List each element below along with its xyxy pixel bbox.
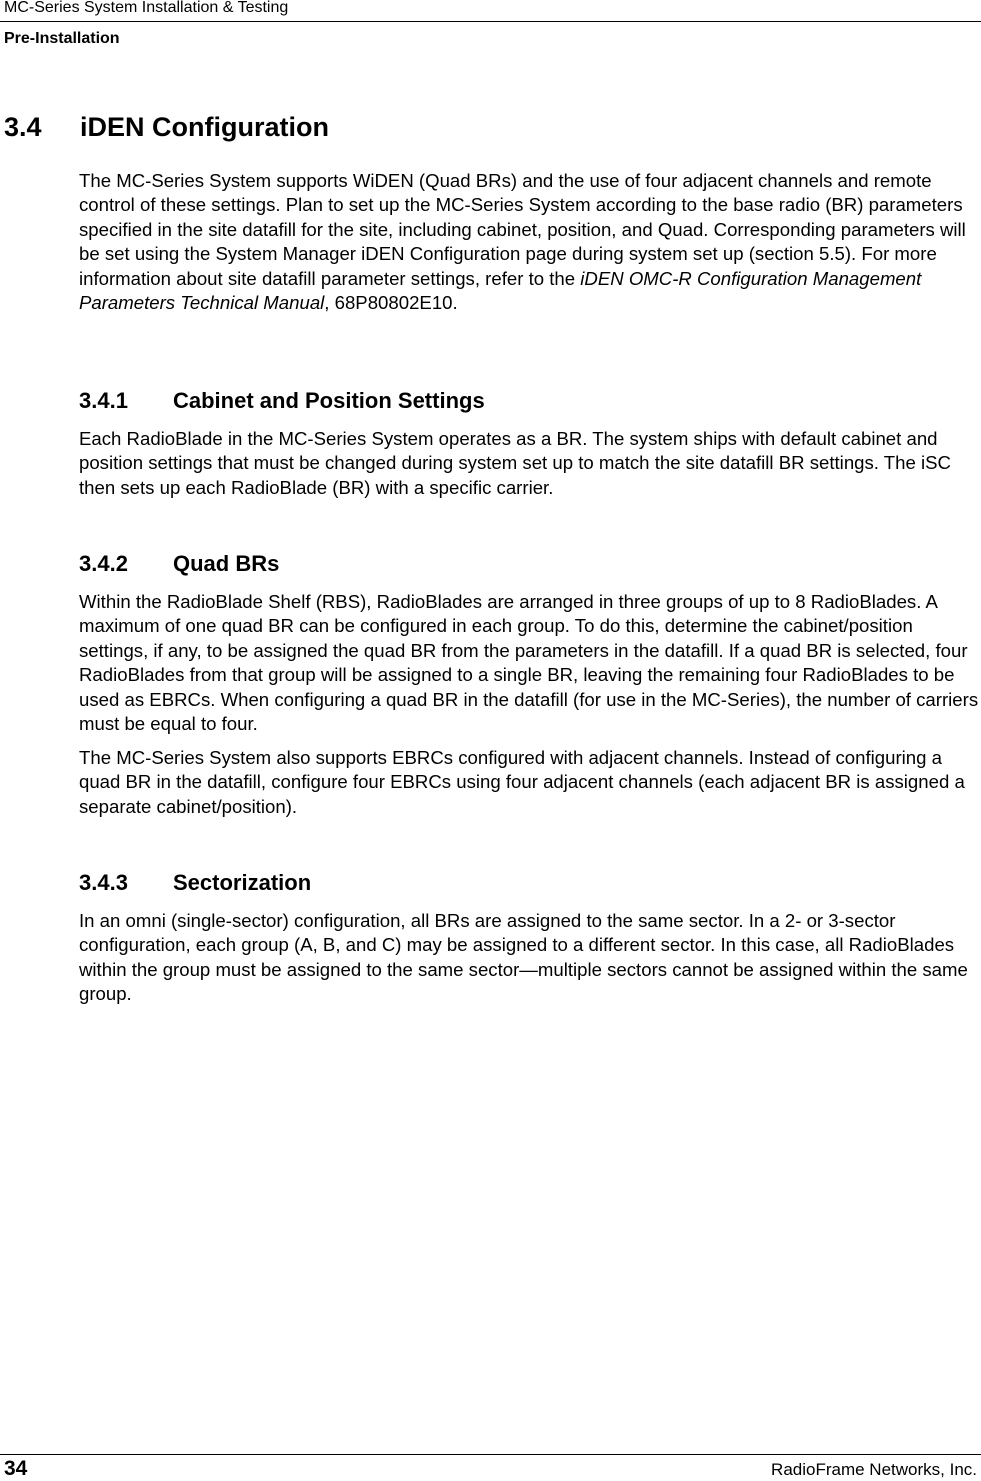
subsection-title: Quad BRs (173, 551, 280, 576)
subsection-heading-quad-brs (79, 550, 279, 578)
footer-divider (0, 1454, 981, 1455)
paragraph-quad-brs-2: The MC-Series System also supports EBRCs configured with adjacent channels. Instead of configuring a quad BR in the datafill, configure four EBRCs using four adjacent channels (each adjacent BR is assigned a separate cabinet/position). (79, 747, 965, 817)
footer-company: RadioFrame Networks, Inc. (771, 1460, 977, 1479)
subsection-title: Sectorization (173, 870, 312, 895)
intro-paragraph (79, 169, 981, 315)
header-divider (0, 21, 981, 22)
subsection-heading-cabinet-position (79, 387, 485, 415)
subsection-number: 3.4.3 (79, 870, 128, 895)
manual-title-reference: iDEN OMC-R Configuration Management Parameters Technical Manual (79, 267, 922, 314)
subsection-title: Cabinet and Position Settings (173, 388, 485, 413)
subsection-heading-sectorization (79, 869, 311, 897)
paragraph-sectorization: In an omni (single-sector) configuration, all BRs are assigned to the same sector. In a 2- or 3-sector configuration, each group (A, B, and C) may be assigned to a different sector. In this case, all RadioBlades within the group must be assigned to the same sector—multiple sectors cannot be assigned within the same group. (79, 910, 968, 1005)
section-number: 3.4 (4, 112, 42, 142)
running-header-title: MC-Series System Installation & Testing (4, 0, 289, 16)
subsection-number: 3.4.2 (79, 551, 128, 576)
section-title: iDEN Configuration (80, 112, 329, 142)
paragraph-cabinet-position: Each RadioBlade in the MC-Series System operates as a BR. The system ships with default cabinet and position settings that must be changed during system set up to match the site datafill BR settings. The iSC then sets up each RadioBlade (BR) with a specific carrier. (79, 428, 951, 498)
paragraph-quad-brs-1: Within the RadioBlade Shelf (RBS), RadioBlades are arranged in three groups of up to 8 RadioBlades. A maximum of one quad BR can be configured in each group. To do this, determine the cabinet/position settings, if any, to be assigned the quad BR from the parameters in the datafill. If a quad BR is selected, four RadioBlades from that group will be assigned to a single BR, leaving the remaining four RadioBlades to be used as EBRCs. When configuring a quad BR in the datafill (for use in the MC-Series), the number of carriers must be equal to four. (79, 591, 979, 735)
section-heading (4, 110, 329, 144)
intro-text: The MC-Series System supports WiDEN (Quad BRs) and the use of four adjacent channels and remote control of these settings. Plan to set up the MC-Series System according to the base radio (BR) parameters specified in the site datafill for the site, including cabinet, position, and Quad. Corresponding parameters will be set using the System Manager iDEN Configuration page during system set up (section 5.5). For more information about site datafill parameter settings, refer to the (79, 170, 966, 289)
intro-text-end: , 68P80802E10. (324, 292, 458, 314)
subsection-number: 3.4.1 (79, 388, 128, 413)
page-number: 34 (4, 1457, 28, 1480)
running-header-section: Pre-Installation (4, 30, 120, 47)
